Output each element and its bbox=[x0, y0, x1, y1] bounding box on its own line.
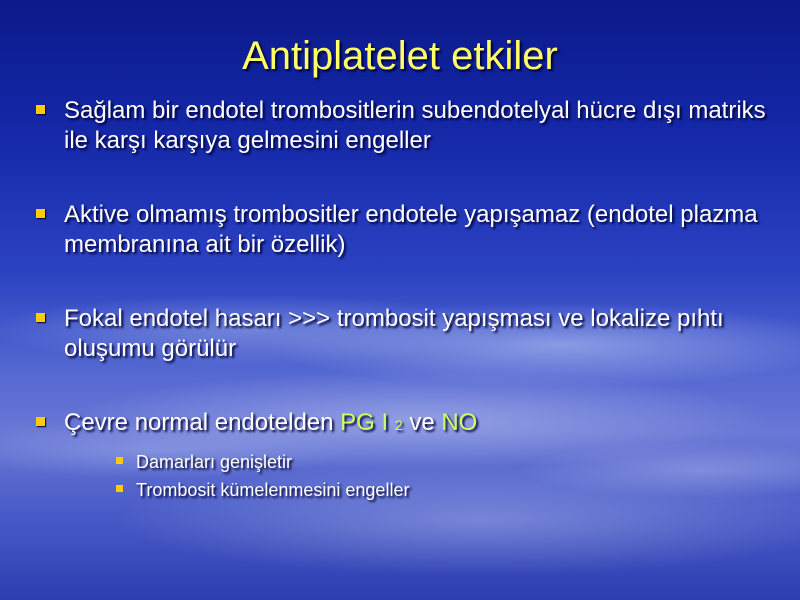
slide-title: Antiplatelet etkiler bbox=[242, 34, 558, 78]
bullet-list bbox=[34, 96, 774, 504]
bullet-item bbox=[34, 408, 774, 440]
bullet-square-icon bbox=[36, 105, 45, 114]
sub-bullet-square-icon bbox=[116, 485, 123, 492]
bullet-text-connector: ve bbox=[402, 409, 442, 436]
sub-bullet-text: Damarları genişletir bbox=[136, 452, 293, 472]
sub-bullet-item bbox=[116, 476, 774, 504]
no-highlight: NO bbox=[441, 409, 478, 436]
pgi-subscript: 2 bbox=[394, 417, 403, 433]
pgi-highlight: PG I bbox=[340, 409, 389, 436]
bullet-text-prefix: Çevre normal endotelden bbox=[64, 409, 341, 436]
sub-bullet-square-icon bbox=[116, 457, 123, 464]
bullet-item bbox=[34, 200, 774, 260]
sub-bullet-text: Trombosit kümelenmesini engeller bbox=[136, 480, 410, 500]
bullet-item bbox=[34, 96, 774, 156]
bullet-text: Aktive olmamış trombositler endotele yapışamaz (endotel plazma membranına ait bir özellik) bbox=[64, 201, 758, 258]
bullet-square-icon bbox=[36, 209, 45, 218]
sub-bullet-item bbox=[116, 448, 774, 476]
sub-bullet-list bbox=[116, 448, 774, 504]
bullet-square-icon bbox=[36, 417, 45, 426]
bullet-text: Fokal endotel hasarı >>> trombosit yapışması ve lokalize pıhtı oluşumu görülür bbox=[64, 305, 724, 362]
bullet-text: Sağlam bir endotel trombositlerin subendotelyal hücre dışı matriks ile karşı karşıya gelmesini engeller bbox=[64, 97, 766, 154]
bullet-item bbox=[34, 304, 774, 364]
bullet-square-icon bbox=[36, 313, 45, 322]
